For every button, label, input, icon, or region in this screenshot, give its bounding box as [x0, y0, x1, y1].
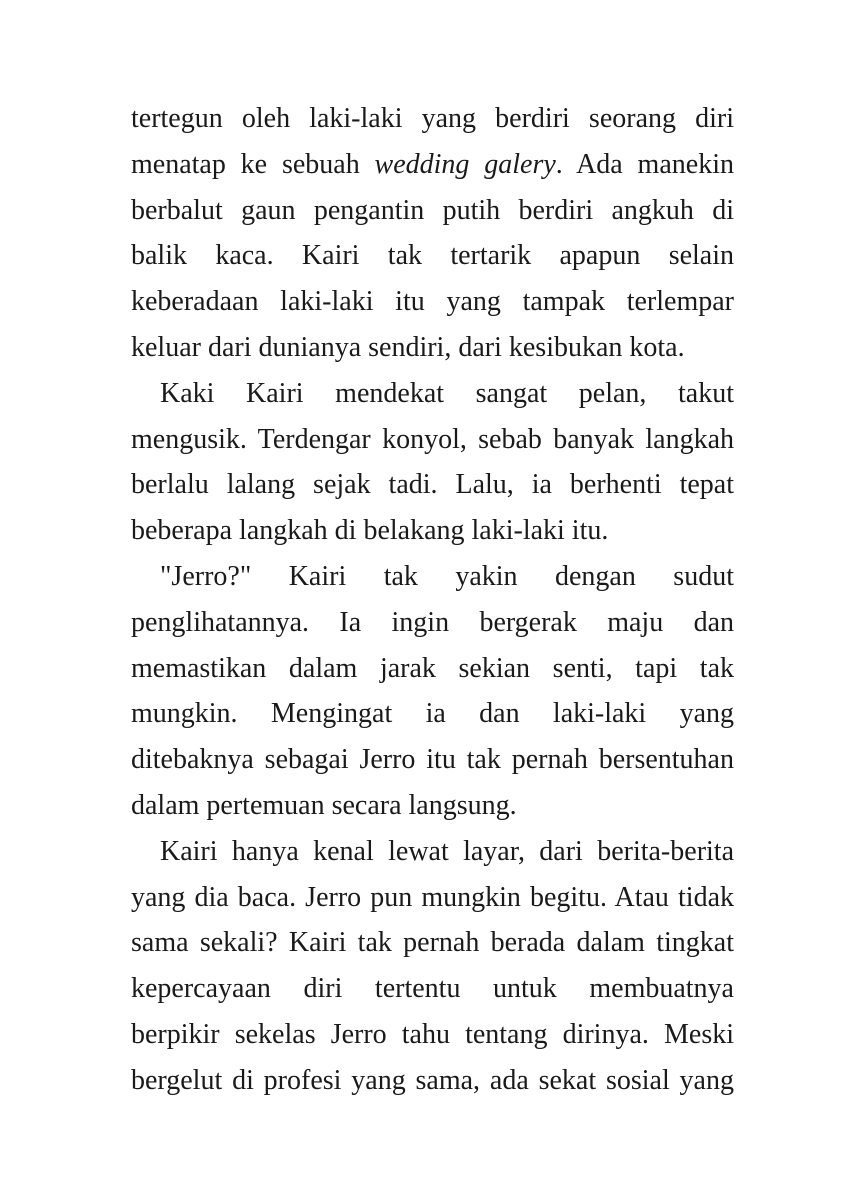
text-segment: memastikan dalam jarak sekian senti, tapi tak	[131, 652, 734, 684]
italic-phrase: wedding galery	[374, 148, 556, 180]
text-line	[131, 142, 734, 188]
text-line	[131, 96, 734, 142]
body-text	[131, 96, 734, 1104]
text-segment: . Ada manekin	[555, 148, 734, 180]
text-line	[131, 783, 734, 829]
text-segment: bergelut di profesi yang sama, ada sekat sosial yang	[131, 1064, 734, 1096]
text-segment: beberapa langkah di belakang laki-laki itu.	[131, 515, 609, 547]
text-segment: keberadaan laki-laki itu yang tampak terlempar	[131, 286, 734, 318]
text-line	[131, 1058, 734, 1104]
text-segment: Kaki Kairi mendekat sangat pelan, takut	[160, 377, 734, 409]
paragraph	[131, 96, 734, 371]
text-segment: kepercayaan diri tertentu untuk membuatnya	[131, 973, 734, 1005]
text-segment: tertegun oleh laki-laki yang berdiri seorang diri	[131, 103, 734, 134]
text-segment: berpikir sekelas Jerro tahu tentang dirinya. Meski	[131, 1018, 734, 1050]
paragraph	[131, 371, 734, 554]
text-segment: ditebaknya sebagai Jerro itu tak pernah bersentuhan	[131, 744, 734, 776]
text-line	[131, 966, 734, 1012]
text-segment: mungkin. Mengingat ia dan laki-laki yang	[131, 698, 734, 730]
text-segment: berlalu lalang sejak tadi. Lalu, ia berhenti tepat	[131, 469, 734, 501]
text-line	[131, 233, 734, 279]
text-line	[131, 417, 734, 463]
text-segment: yang dia baca. Jerro pun mungkin begitu. Atau tidak	[131, 881, 734, 913]
text-line	[131, 188, 734, 234]
text-line	[131, 920, 734, 966]
text-line	[131, 279, 734, 325]
text-segment: penglihatannya. Ia ingin bergerak maju dan	[131, 606, 734, 638]
text-segment: sama sekali? Kairi tak pernah berada dalam tingkat	[131, 927, 734, 959]
text-line	[131, 325, 734, 371]
paragraph	[131, 829, 734, 1104]
text-segment: Kairi hanya kenal lewat layar, dari berita-berita	[160, 835, 734, 867]
text-segment: berbalut gaun pengantin putih berdiri angkuh di	[131, 194, 734, 226]
text-line	[131, 1012, 734, 1058]
text-line	[131, 554, 734, 600]
text-line	[131, 691, 734, 737]
text-line	[131, 600, 734, 646]
text-segment: balik kaca. Kairi tak tertarik apapun selain	[131, 240, 734, 272]
text-line	[131, 508, 734, 554]
text-line	[131, 371, 734, 417]
text-segment: mengusik. Terdengar konyol, sebab banyak langkah	[131, 423, 734, 455]
text-segment: "Jerro?" Kairi tak yakin dengan sudut	[160, 560, 734, 592]
text-segment: menatap ke sebuah	[131, 148, 375, 180]
text-segment: keluar dari dunianya sendiri, dari kesibukan kota.	[131, 331, 685, 363]
text-line	[131, 875, 734, 921]
text-line	[131, 829, 734, 875]
text-line	[131, 462, 734, 508]
paragraph	[131, 554, 734, 829]
text-line	[131, 646, 734, 692]
text-line	[131, 737, 734, 783]
text-segment: dalam pertemuan secara langsung.	[131, 789, 517, 821]
